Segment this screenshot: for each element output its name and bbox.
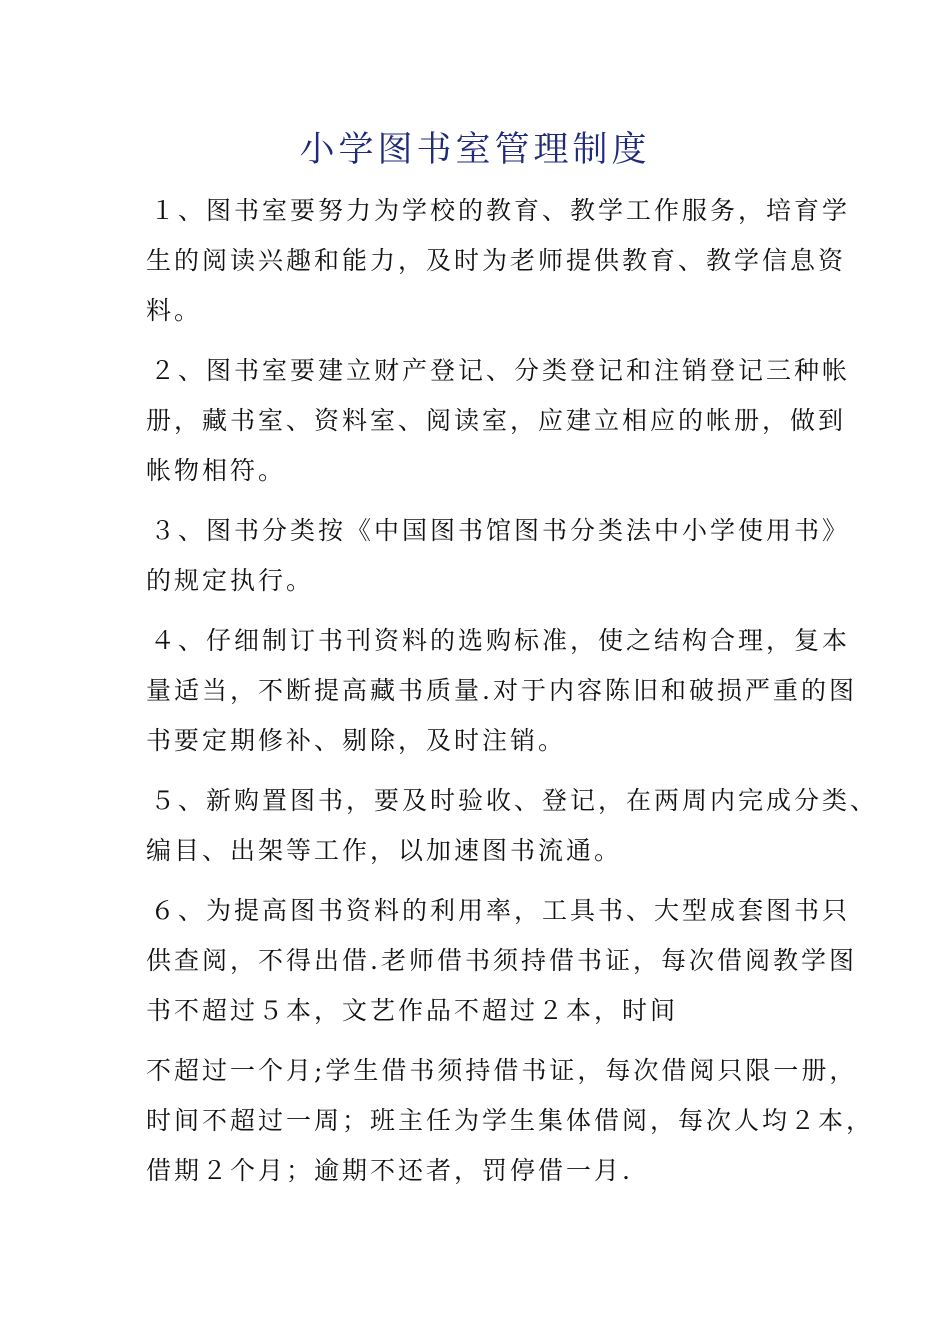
rule-6-continued-line-1: 不超过一个月;学生借书须持借书证，每次借阅只限一册， bbox=[146, 1056, 858, 1085]
rule-6-line-1: ６、为提高图书资料的利用率，工具书、大型成套图书只 bbox=[150, 896, 851, 925]
rule-1-line-3: 料。 bbox=[146, 296, 203, 325]
rule-5-line-1: ５、新购置图书，要及时验收、登记，在两周内完成分类、 bbox=[150, 786, 879, 815]
rule-1-line-1: １、图书室要努力为学校的教育、教学工作服务，培育学 bbox=[150, 196, 851, 225]
rule-3-line-1: ３、图书分类按《中国图书馆图书分类法中小学使用书》 bbox=[150, 516, 851, 545]
document-title: 小学图书室管理制度 bbox=[299, 130, 651, 170]
rule-6-continued-line-3: 借期２个月；逾期不还者，罚停借一月. bbox=[146, 1156, 633, 1185]
rule-4-line-2: 量适当，不断提高藏书质量.对于内容陈旧和破损严重的图 bbox=[146, 676, 857, 705]
rule-1-line-2: 生的阅读兴趣和能力，及时为老师提供教育、教学信息资 bbox=[146, 246, 847, 275]
rule-4-line-1: ４、仔细制订书刊资料的选购标准，使之结构合理，复本 bbox=[150, 626, 851, 655]
rule-6-continued-line-2: 时间不超过一周；班主任为学生集体借阅，每次人均２本， bbox=[146, 1106, 875, 1135]
rule-2-line-2: 册，藏书室、资料室、阅读室，应建立相应的帐册，做到 bbox=[146, 406, 847, 435]
rule-4-line-3: 书要定期修补、剔除，及时注销。 bbox=[146, 726, 567, 755]
rule-5-line-2: 编目、出架等工作，以加速图书流通。 bbox=[146, 836, 623, 865]
rule-6-line-3: 书不超过５本，文艺作品不超过２本，时间 bbox=[146, 996, 679, 1025]
rule-2-line-3: 帐物相符。 bbox=[146, 456, 287, 485]
rule-6-line-2: 供查阅，不得出借.老师借书须持借书证，每次借阅教学图 bbox=[146, 946, 857, 975]
rule-3-line-2: 的规定执行。 bbox=[146, 566, 315, 595]
rule-2-line-1: ２、图书室要建立财产登记、分类登记和注销登记三种帐 bbox=[150, 356, 851, 385]
